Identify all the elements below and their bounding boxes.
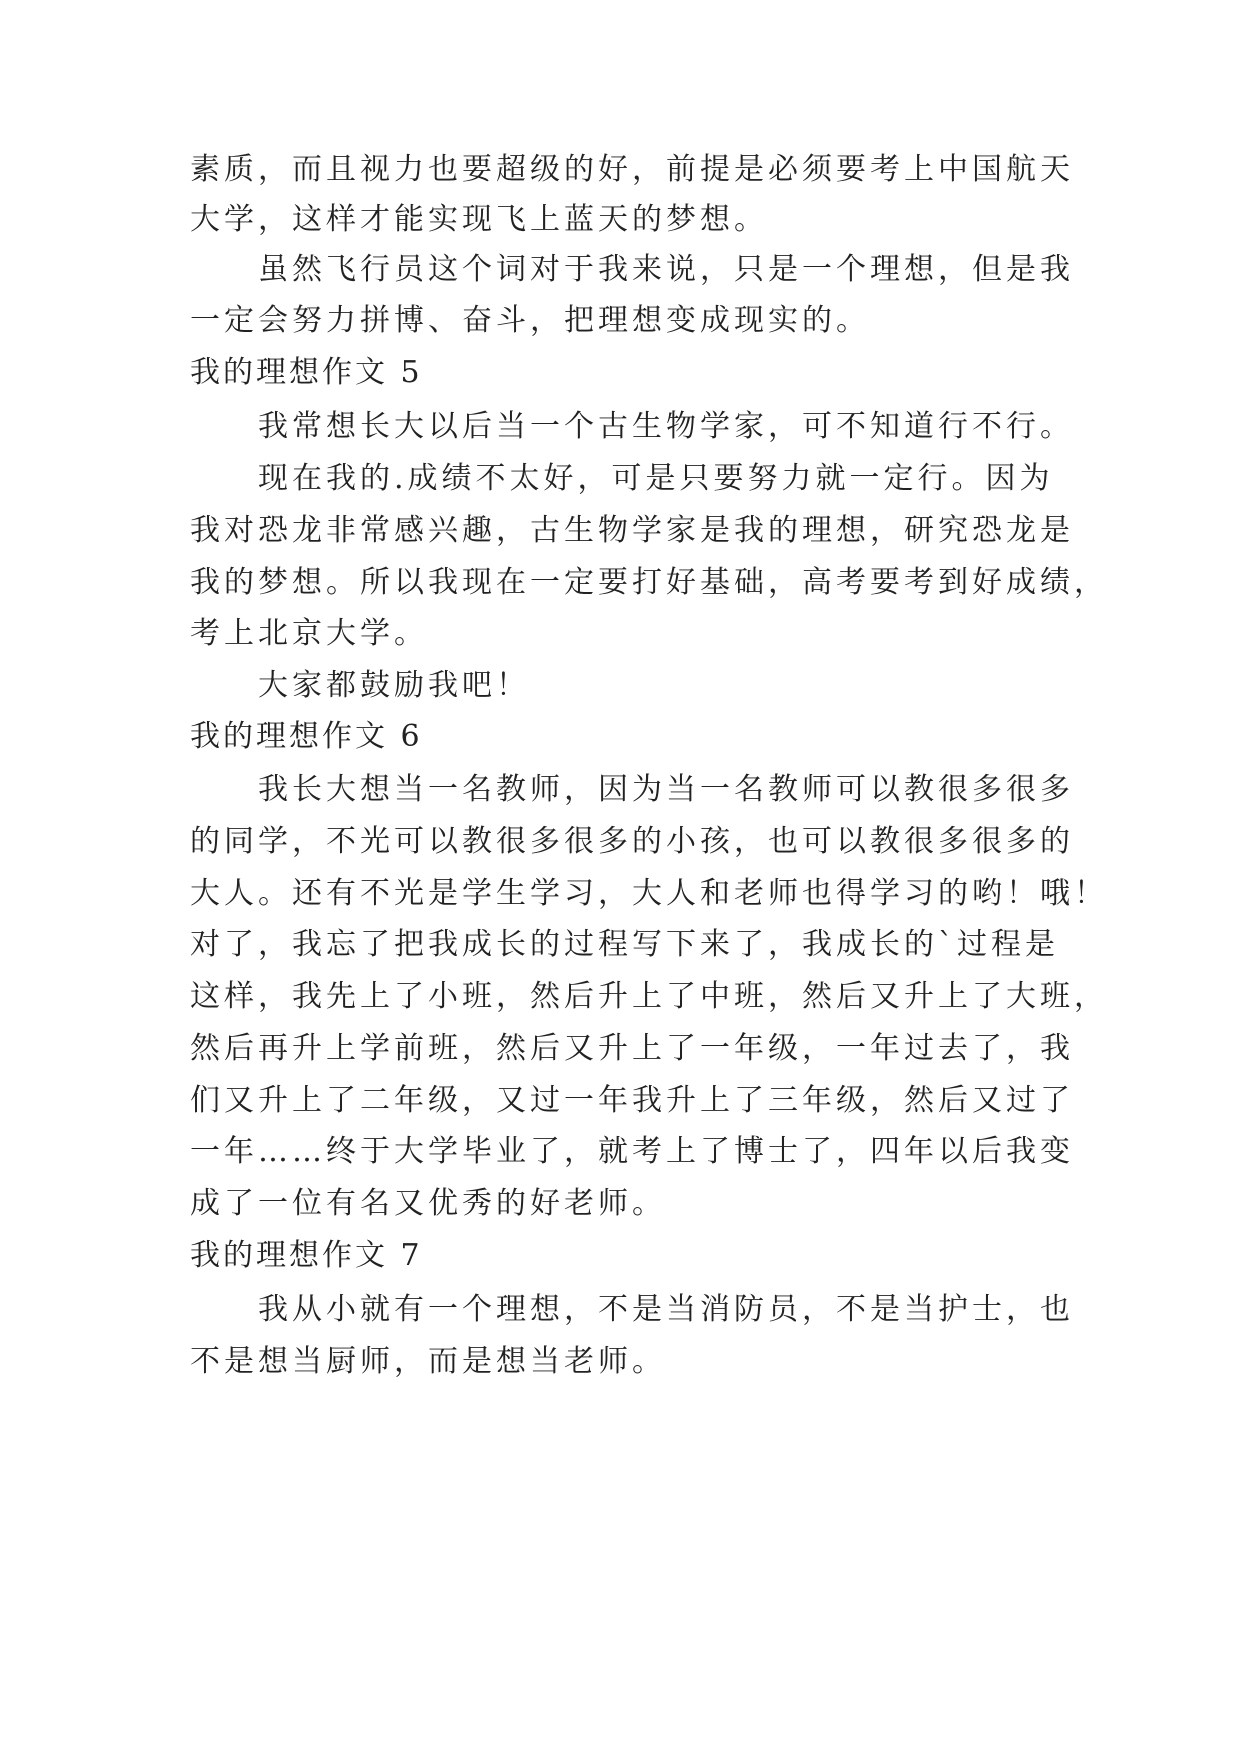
text-line: 一定会努力拼博、奋斗，把理想变成现实的。: [190, 303, 870, 338]
text-line: 一年……终于大学毕业了，就考上了博士了，四年以后我变: [190, 1134, 1074, 1169]
text-line: 我对恐龙非常感兴趣，古生物学家是我的理想，研究恐龙是: [190, 513, 1074, 548]
paragraph-line: 我从小就有一个理想，不是当消防员，不是当护士，也: [258, 1292, 1074, 1327]
paragraph-line: 虽然飞行员这个词对于我来说，只是一个理想，但是我: [258, 252, 1074, 287]
text-line: 然后再升上学前班，然后又升上了一年级，一年过去了，我: [190, 1031, 1074, 1066]
text-line: 大人。还有不光是学生学习，大人和老师也得学习的哟！哦！: [190, 876, 1108, 911]
text-line: 的同学，不光可以教很多很多的小孩，也可以教很多很多的: [190, 824, 1074, 859]
text-line: 成了一位有名又优秀的好老师。: [190, 1186, 666, 1221]
section-heading: 我的理想作文 6: [190, 719, 423, 754]
paragraph-line: 我长大想当一名教师，因为当一名教师可以教很多很多: [258, 772, 1074, 807]
text-line: 素质，而且视力也要超级的好，前提是必须要考上中国航天: [190, 152, 1074, 187]
text-line: 不是想当厨师，而是想当老师。: [190, 1344, 666, 1379]
text-line: 对了，我忘了把我成长的过程写下来了，我成长的`过程是: [190, 927, 1059, 962]
text-line: 们又升上了二年级，又过一年我升上了三年级，然后又过了: [190, 1083, 1074, 1118]
section-heading: 我的理想作文 7: [190, 1238, 423, 1273]
text-line: 考上北京大学。: [190, 616, 428, 651]
text-line: 我的梦想。所以我现在一定要打好基础，高考要考到好成绩，: [190, 565, 1108, 600]
paragraph-line: 我常想长大以后当一个古生物学家，可不知道行不行。: [258, 409, 1074, 444]
section-heading: 我的理想作文 5: [190, 355, 423, 390]
text-line: 大学，这样才能实现飞上蓝天的梦想。: [190, 202, 768, 237]
paragraph-line: 现在我的.成绩不太好，可是只要努力就一定行。因为: [258, 461, 1054, 496]
text-line: 这样，我先上了小班，然后升上了中班，然后又升上了大班，: [190, 979, 1108, 1014]
paragraph-line: 大家都鼓励我吧！: [258, 668, 530, 703]
